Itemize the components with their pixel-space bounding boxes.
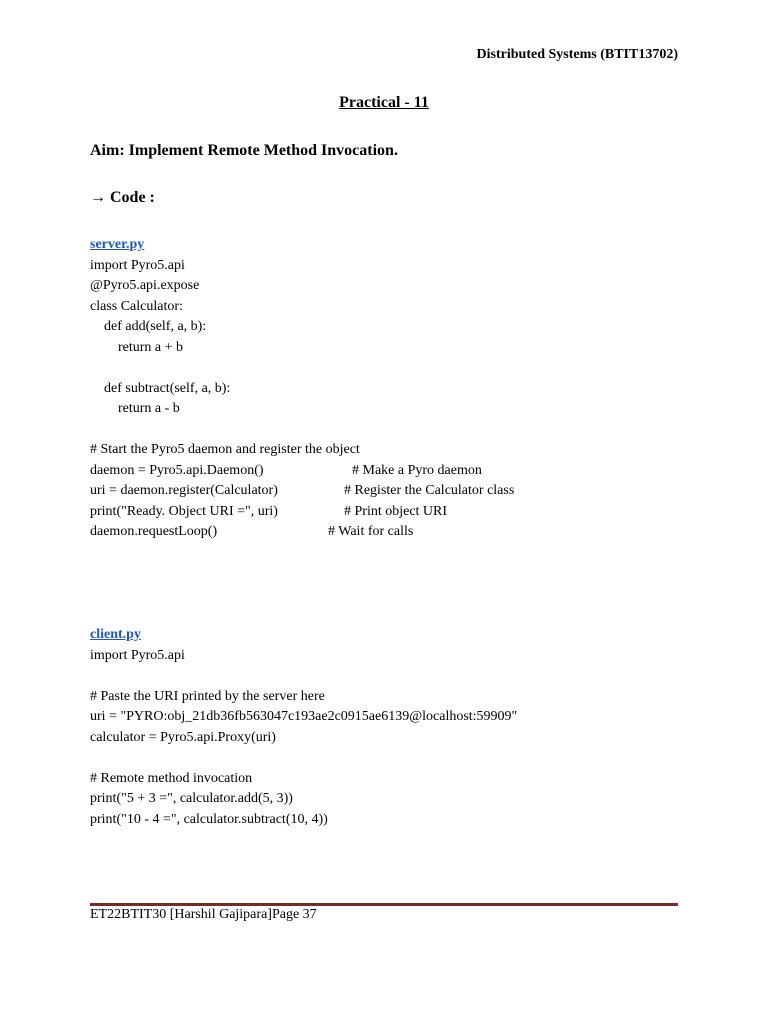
code-line [90, 728, 690, 749]
code-text: @Pyro5.api.expose [90, 278, 200, 293]
code-line [90, 440, 690, 461]
code-line [90, 256, 690, 277]
code-line [90, 297, 690, 318]
code-line [90, 481, 690, 502]
code-line [90, 399, 690, 420]
code-line [90, 789, 690, 810]
footer-divider [90, 903, 678, 906]
code-text: def subtract(self, a, b): [90, 380, 231, 396]
code-text: def add(self, a, b): [90, 319, 207, 334]
practical-title-text: Practical - 11 [339, 94, 429, 111]
code-text: daemon.requestLoop() [90, 524, 218, 539]
code-heading: → Code : [90, 189, 155, 206]
code-line [90, 748, 690, 769]
code-text: # Paste the URI printed by the server here [90, 688, 325, 704]
code-text: class Calculator: [90, 298, 183, 314]
code-text: return a - b [90, 401, 180, 416]
code-line [90, 769, 690, 790]
code-line [90, 810, 690, 831]
practical-title [0, 94, 768, 112]
code-line [90, 338, 690, 359]
code-text: return a + b [90, 339, 184, 355]
code-text: import Pyro5.api [90, 647, 185, 663]
code-line [90, 666, 690, 687]
code-line [90, 502, 690, 523]
code-comment: # Make a Pyro daemon [352, 462, 482, 478]
code-text: print("10 - 4 =", calculator.subtract(10, 4)) [90, 811, 328, 827]
code-comment: # Print object URI [344, 503, 448, 519]
code-text: import Pyro5.api [90, 257, 185, 273]
code-text: # Remote method invocation [90, 770, 253, 786]
code-line [90, 707, 690, 728]
code-text: print("5 + 3 =", calculator.add(5, 3)) [90, 791, 293, 806]
client-code-block [90, 625, 690, 830]
client-file-link[interactable]: client.py [90, 627, 141, 642]
code-line [90, 276, 690, 297]
code-line [90, 522, 690, 543]
server-code-block [90, 235, 690, 543]
code-comment: # Register the Calculator class [344, 483, 515, 498]
code-text: # Start the Pyro5 daemon and register the object [90, 442, 360, 457]
code-line [90, 358, 690, 379]
code-line [90, 687, 690, 708]
page-footer: ET22BTIT30 [Harshil Gajipara]Page 37 [90, 907, 317, 922]
aim-heading: Aim: Implement Remote Method Invocation. [90, 142, 398, 159]
page-header-course: Distributed Systems (BTIT13702) [476, 47, 678, 62]
code-text: uri = "PYRO:obj_21db36fb563047c193ae2c0915ae6139@localhost:59909" [90, 709, 518, 724]
code-line [90, 420, 690, 441]
code-line [90, 317, 690, 338]
code-line [90, 646, 690, 667]
code-text: uri = daemon.register(Calculator) [90, 483, 278, 498]
code-text: daemon = Pyro5.api.Daemon() [90, 462, 264, 478]
server-file-link[interactable]: server.py [90, 237, 145, 252]
code-line [90, 461, 690, 482]
code-comment: # Wait for calls [328, 524, 414, 539]
server-code-lines [90, 256, 690, 543]
code-text: print("Ready. Object URI =", uri) [90, 503, 278, 519]
client-code-lines [90, 646, 690, 831]
code-line [90, 379, 690, 400]
code-text: calculator = Pyro5.api.Proxy(uri) [90, 729, 276, 745]
